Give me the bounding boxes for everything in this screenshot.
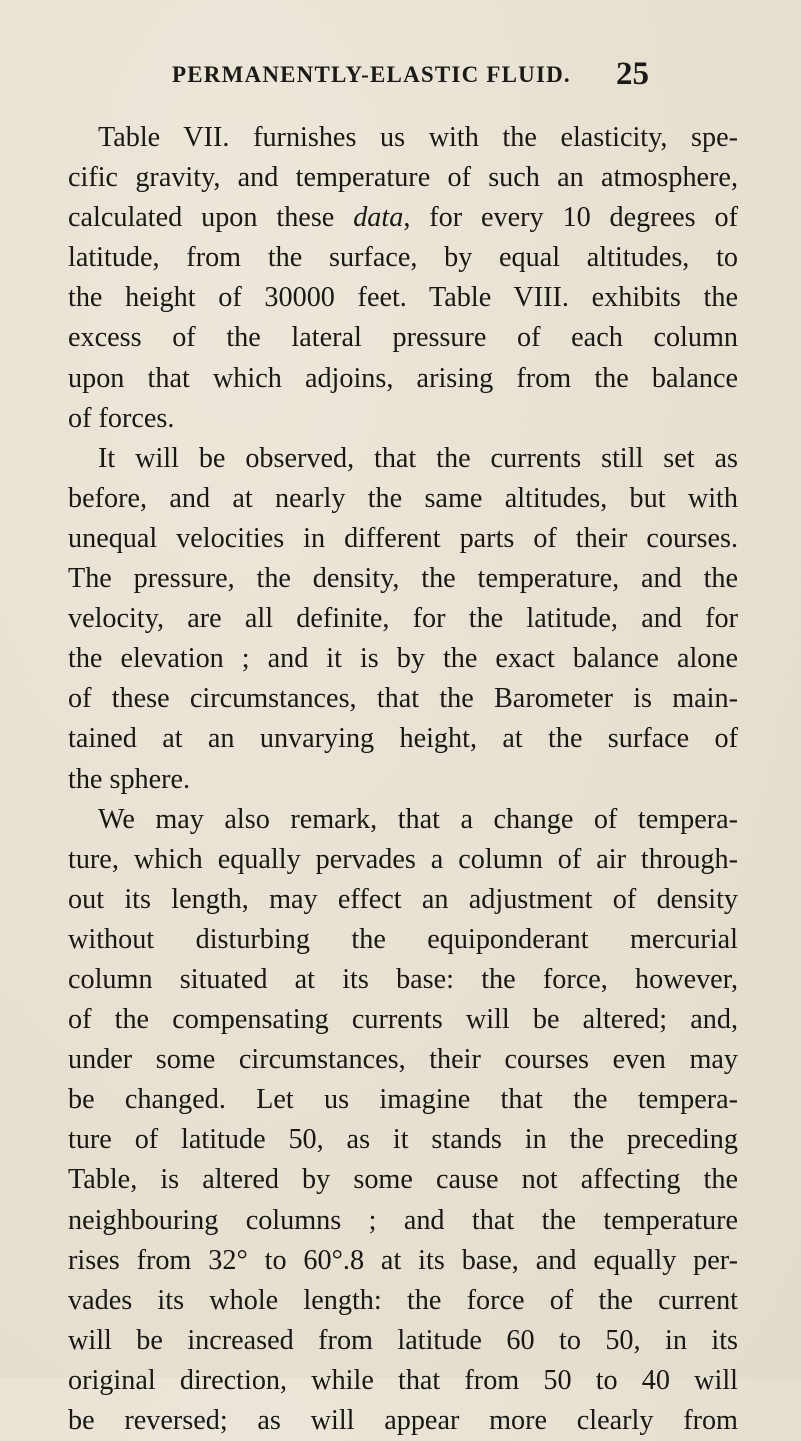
text-line: tained at an unvarying height, at the surface of bbox=[68, 723, 738, 755]
text-line: the elevation ; and it is by the exact balance alone bbox=[68, 643, 738, 675]
text-line: under some circumstances, their courses even may bbox=[68, 1044, 738, 1076]
text-line: will be increased from latitude 60 to 50, in its bbox=[68, 1324, 738, 1356]
running-head-title: PERMANENTLY-ELASTIC FLUID. bbox=[172, 62, 571, 87]
text-line: Table, is altered by some cause not affecting the bbox=[68, 1164, 738, 1196]
text-line: before, and at nearly the same altitudes, but with bbox=[68, 482, 738, 514]
text-line: out its length, may effect an adjustment of density bbox=[68, 883, 738, 915]
text-line: of these circumstances, that the Barometer is main- bbox=[68, 683, 738, 715]
text-line: of forces. bbox=[68, 402, 175, 434]
text-line: It will be observed, that the currents still set as bbox=[98, 442, 738, 474]
text-line: of the compensating currents will be altered; and, bbox=[68, 1004, 738, 1036]
text-line: upon that which adjoins, arising from the balance bbox=[68, 362, 738, 394]
text-line: calculated upon these data, for every 10 degrees of bbox=[68, 202, 738, 234]
text-line: excess of the lateral pressure of each column bbox=[68, 322, 738, 354]
text-line: be changed. Let us imagine that the tempera- bbox=[68, 1084, 738, 1116]
text-line: Table VII. furnishes us with the elasticity, spe- bbox=[98, 122, 738, 153]
italic-word: data bbox=[353, 202, 404, 234]
text-line: original direction, while that from 50 to 40 will bbox=[68, 1364, 738, 1396]
text-line: cific gravity, and temperature of such an atmosphere, bbox=[68, 162, 738, 194]
text-line: the height of 30000 feet. Table VIII. exhibits the bbox=[68, 282, 738, 314]
text-line: unequal velocities in different parts of their courses. bbox=[68, 522, 738, 554]
running-head bbox=[0, 56, 801, 102]
body-text bbox=[68, 118, 738, 1441]
paragraph bbox=[68, 800, 738, 1441]
paragraph bbox=[68, 439, 738, 800]
text-line: neighbouring columns ; and that the temperature bbox=[68, 1204, 738, 1236]
text-line: velocity, are all definite, for the latitude, and for bbox=[68, 603, 738, 635]
text-line: rises from 32° to 60°.8 at its base, and equally per- bbox=[68, 1244, 738, 1276]
page-number: 25 bbox=[616, 56, 649, 92]
text-line: ture of latitude 50, as it stands in the preceding bbox=[68, 1124, 738, 1156]
paragraph bbox=[68, 118, 738, 439]
text-line: be reversed; as will appear more clearly from bbox=[68, 1405, 738, 1436]
text-line: without disturbing the equiponderant mercurial bbox=[68, 923, 738, 955]
text-line: column situated at its base: the force, however, bbox=[68, 963, 738, 995]
text-line: latitude, from the surface, by equal altitudes, to bbox=[68, 242, 738, 274]
text-line: We may also remark, that a change of tempera- bbox=[98, 803, 738, 835]
text-line: ture, which equally pervades a column of air through- bbox=[68, 843, 738, 875]
text-line: vades its whole length: the force of the current bbox=[68, 1284, 738, 1316]
text-line: The pressure, the density, the temperature, and the bbox=[68, 563, 738, 595]
text-line: the sphere. bbox=[68, 763, 191, 795]
